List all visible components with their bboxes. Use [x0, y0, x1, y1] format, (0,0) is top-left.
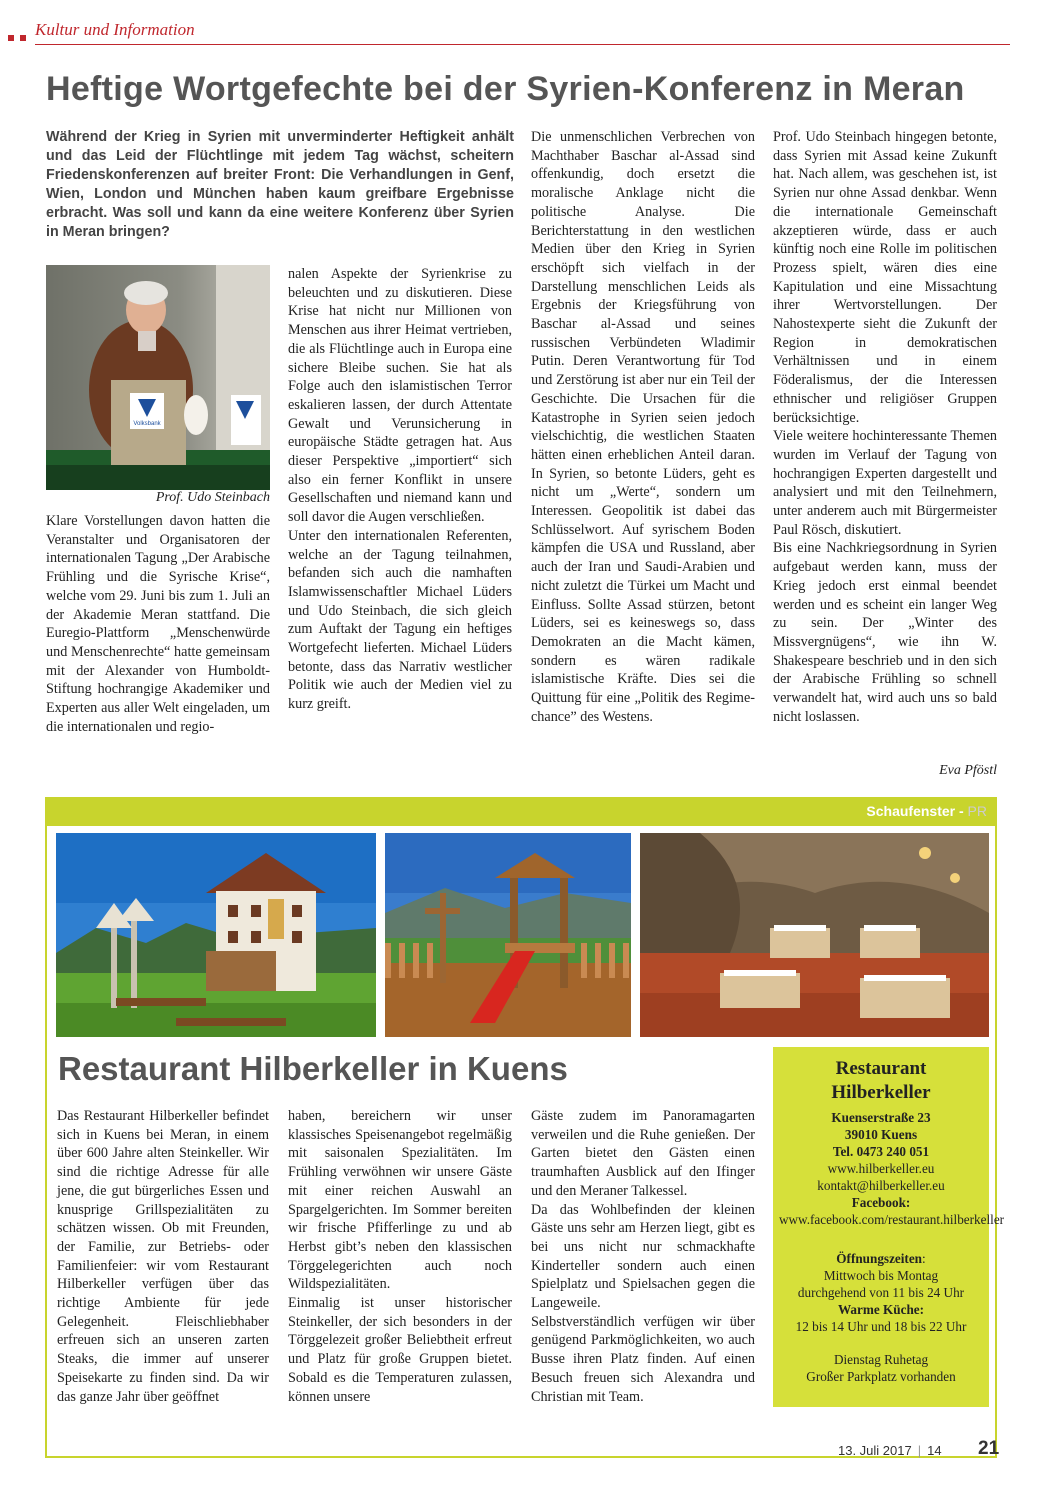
pr-label-text: Schaufenster -: [866, 803, 964, 819]
ad-column-3: [531, 1107, 755, 1406]
contact-infobox: [773, 1047, 1005, 1407]
infobox-hours-label: Öffnungszeiten:: [836, 1251, 926, 1266]
article-paragraph: Bis eine Nachkriegsordnung in Syrien aufgebaut werden kann, muss der Krieg jedoch erst einmal beendet werden und es scheint ein langer Weg zu sein. Der „Winter des Missvergnügens“, wie ihn W. Shakespeare beschrieb und in den sich der Arabische Frühling so schnell verwandelt hat, wird auch uns so bald nicht loslassen.: [773, 540, 997, 725]
article-column-1: [46, 512, 270, 736]
headline: Heftige Wortgefechte bei der Syrien-Konferenz in Meran: [46, 70, 965, 108]
article-paragraph: Prof. Udo Steinbach hingegen betonte, dass Syrien mit Assad keine Zukunft hat. Nach allem, was geschehen ist, ist Syrien nur ohne Assad denkbar. Wenn die internationale Gemeinschaft akzeptieren würde, dass er auch künftig noch eine Rolle im politischen Prozess spielt, wären dies eine Kapitulation und eine Missachtung ihrer Wertvorstellungen. Der Nahostexperte sieht die Zukunft der Region in demokratischen Verhältnissen und in einem Föderalismus, der die Interessen ethnischer und religiöser Gruppen berücksichtige.: [773, 129, 997, 426]
section-rule: [35, 44, 1010, 45]
section-label: Kultur und Information: [35, 20, 195, 39]
svg-text:Volksbank: Volksbank: [133, 421, 161, 427]
infobox-kitchen-label: Warme Küche:: [837, 1302, 925, 1317]
facebook-link[interactable]: www.facebook.com/restaurant.hilberkeller: [779, 1212, 1005, 1227]
ad-paragraph: Selbstverständlich verfügen wir über genügend Parkmöglichkeiten, wo auch Busse ihren Platz finden. Auf einen Besuch freuen sich Alexandra und Christian mit Team.: [531, 1313, 755, 1405]
infobox-hours-time: durchgehend von 11 bis 24 Uhr: [797, 1285, 965, 1300]
playground-photo: [385, 833, 631, 1037]
infobox-hours-days: Mittwoch bis Montag: [823, 1268, 939, 1283]
pr-label-suffix: PR: [967, 803, 987, 819]
ad-paragraph: Da das Wohlbefinden der kleinen Gäste uns sehr am Herzen liegt, gibt es bei uns nicht nur schmackhafte Kinderteller sondern auch einen Spielplatz und Spielsachen gegen die Langeweile.: [531, 1201, 755, 1312]
page-number: 21: [978, 1438, 1000, 1459]
infobox-rest-day: Dienstag Ruhetag: [833, 1352, 929, 1367]
article-column-2: [288, 265, 512, 714]
ad-paragraph: Das Restaurant Hilberkeller befindet sich in Kuens bei Meran, in einem über 600 Jahre alten Steinkeller. Wir sind die richtige Adresse für alle jene, die gut bürgerliches Essen und knusprige Grillspezialitäten zu schätzen wissen. Ob mit Freunden, der Familie, zur Betriebs- oder Familienfeier: wir vom Restaurant Hilberkeller verfügen über das richtige Ambiente für jede Gelegenheit. Fleischliebhaber erfreuen sich an unseren zarten Steaks, die immer auf unserer Speisekarte zu finden sind. Da wir das ganze Jahr über geöffnet: [57, 1108, 269, 1405]
footer-date: 13. Juli 2017 | 14: [838, 1443, 942, 1458]
infobox-parking: Großer Parkplatz vorhanden: [806, 1369, 956, 1384]
article-column-4: [773, 128, 997, 727]
infobox-web-link[interactable]: www.hilberkeller.eu: [827, 1161, 935, 1176]
infobox-kitchen-time: 12 bis 14 Uhr und 18 bis 22 Uhr: [795, 1319, 967, 1334]
article-paragraph: Die unmenschlichen Verbrechen von Machthaber Baschar al-Assad sind offenkundig, doch ersetzt die moralische Anklage nicht die politische Analyse. Die Berichterstattung in den westlichen Medien über den Krieg in Syrien erschöpft sich vielfach in der Darstellung menschlichen Leids als Ergebnis der Kriegsführung von Baschar al-Assad und seines russischen Verbündeten Wladimir Putin. Deren Verantwortung für Tod und Zerstörung ist aber nur ein Teil der Geschichte. Die Ursachen für die Katastrophe in Syrien seien jedoch vielschichtig, die westlichen Staaten hätten einen erheblichen Anteil daran. In Syrien, so betonte Lüders, geht es nicht um „Werte“, sondern um Interessen. Geopolitik ist dabei das Schlüsselwort. Auf syrischem Boden kämpfen die USA und Russland, aber auch der Iran und Saudi-Arabien und nicht zuletzt die Türkei um Macht und Einfluss. Sollte Assad stürzen, betont Lüders, sei es keineswegs so, dass Demokraten an die Macht kämen, sondern es wären radikale islamistische Kräfte. Dies sei die Quittung für eine „Politik des Regime-chance” des Westens.: [531, 129, 755, 725]
article-paragraph: Viele weitere hochinteressante Themen wurden im Verlauf der Tagung von hochrangigen Experten dargestellt und analysiert und mit den Teilnehmern, unter anderem auch mit Bürgermeister Paul Rösch, diskutiert.: [773, 428, 997, 538]
infobox-name-line2: Hilberkeller: [831, 1082, 931, 1103]
ad-column-1: [57, 1107, 269, 1406]
ad-paragraph: Einmalig ist unser historischer Steinkeller, der sich besonders in der Törggelezeit großer Beliebtheit erfreut und Platz für große Gruppen bietet. Sobald es die Temperaturen zulassen, können unsere: [288, 1295, 512, 1405]
article-paragraph: nalen Aspekte der Syrienkrise zu beleuchten und zu diskutieren. Diese Krise hat nicht nur Millionen von Menschen aus ihrer Heimat vertrieben, die als Flüchtlinge auch in Europa eine sichere Bleibe suchen. Sie hat als Folge auch den islamistischen Terror eskalieren lassen, der durch Attentate Gewalt und Verunsicherung in europäische Städte getragen hat. Aus dieser Perspektive „importiert“ sich also ein ferner Konflikt in unsere Gesellschaften und niemand kann und soll davor die Augen verschließen.: [288, 266, 512, 526]
infobox-facebook: [773, 1194, 1005, 1228]
speaker-photo: [46, 265, 270, 490]
restaurant-exterior-photo: [56, 833, 376, 1037]
photo-caption: Prof. Udo Steinbach: [155, 490, 270, 505]
lead-paragraph: Während der Krieg in Syrien mit unverminderter Heftigkeit anhält und das Leid der Flüchtlinge mit jedem Tag wächst, scheitern Friedenskonferenzen auf breiter Front: Die Verhandlungen in Genf, Wien, London und München haben kaum greifbare Ergebnisse erbracht. Was soll und kann da eine weitere Konferenz über Syrien in Meran bringen?: [46, 129, 514, 240]
pr-section-label: [700, 803, 987, 819]
issue-number: 14: [927, 1443, 942, 1458]
facebook-label: Facebook:: [851, 1195, 911, 1210]
ad-paragraph: Gäste zudem im Panoramagarten verweilen und die Ruhe genießen. Der Garten bietet den Gästen einen traumhaften Ausblick auf den Ifinger und den Meraner Talkessel.: [531, 1108, 755, 1199]
article-paragraph: Klare Vorstellungen davon hatten die Veranstalter und Organisatoren der internationalen Tagung „Der Arabische Frühling und die Syrische Krise“, welche vom 29. Juni bis zum 1. Juli an der Akademie Meran stattfand. Die Euregio-Plattform „Menschenwürde und Menschenrechte“ hatte gemeinsam mit der Alexander von Humboldt-Stiftung hochrangige Akademiker und Experten aus aller Welt eingeladen, um die internationalen und regio-: [46, 513, 270, 735]
article-column-3: [531, 128, 755, 727]
infobox-phone: Tel. 0473 240 051: [832, 1144, 930, 1159]
author-name: Eva Pföstl: [939, 763, 997, 778]
header-marks: [8, 28, 32, 46]
infobox-email-link[interactable]: kontakt@hilberkeller.eu: [817, 1178, 945, 1193]
stone-cellar-photo: [640, 833, 989, 1037]
ad-title: Restaurant Hilberkeller in Kuens: [58, 1050, 568, 1087]
issue-date: 13. Juli 2017: [838, 1443, 912, 1458]
infobox-city: 39010 Kuens: [844, 1127, 918, 1142]
infobox-street: Kuenserstraße 23: [831, 1110, 931, 1125]
ad-column-2: [288, 1107, 512, 1406]
ad-paragraph: haben, bereichern wir unser klassisches Speisenangebot regelmäßig mit saisonalen Spezialitäten. Im Frühling verwöhnen wir unsere Gäste mit einer reichen Auswahl an Spargelgerichten. Im Sommer bereiten wir frische Pfifferlinge zu und ab Herbst gibt’s neben den klassischen Törggelegerichten auch noch Wildspezialitäten.: [288, 1108, 512, 1293]
article-paragraph: Unter den internationalen Referenten, welche an der Tagung teilnahmen, befanden sich auch die namhaften Islamwissenschaftler Michael Lüders und Udo Steinbach, die sich gleich zum Auftakt der Tagung ein heftiges Wortgefecht lieferten. Michael Lüders betonte, dass das Narrativ westlicher Politik wie auch der Medien viel zu kurz greift.: [288, 527, 512, 713]
infobox-name-line1: Restaurant: [835, 1058, 927, 1079]
